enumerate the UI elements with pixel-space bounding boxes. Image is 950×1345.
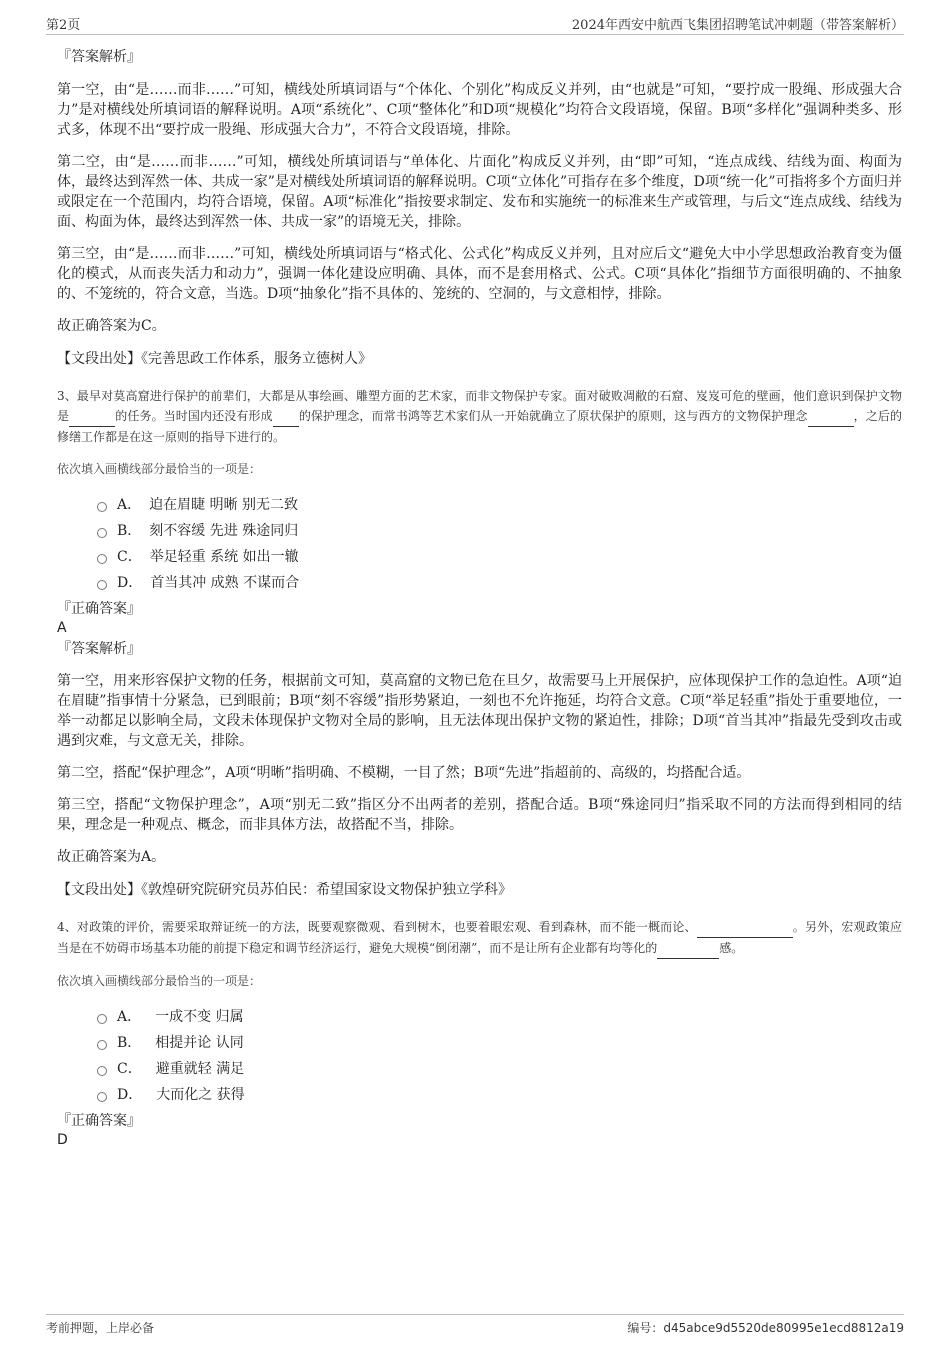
q3-conclusion: 故正确答案为A。	[57, 849, 166, 865]
q2-analysis-p3: 第三空，由“是……而非……”可知，横线处所填词语与“格式化、公式化”构成反义并列，且对应后文“避免大中小学思想政治教育变为僵化的模式，从而丧失活力和动力”，强调一体化建设应明确、具体，而不是套用格式、公式。C项“具体化”指细节方面很明确的、不抽象的、不笼统的，符合文意，当选。D项“抽象化”指不具体的、笼统的、空洞的，与文意相悖，排除。	[57, 246, 902, 302]
q4-option-b[interactable]	[97, 1033, 902, 1053]
q3-blank-3	[808, 406, 854, 427]
option-text: 刻不容缓 先进 殊途同归	[149, 523, 299, 539]
q3-option-c[interactable]	[97, 547, 902, 567]
doc-title: 2024年西安中航西飞集团招聘笔试冲刺题（带答案解析）	[571, 18, 904, 33]
radio-icon[interactable]	[97, 528, 107, 538]
option-letter: D．	[117, 575, 143, 591]
q3-stem	[57, 386, 902, 447]
q2-conclusion: 故正确答案为C。	[57, 318, 166, 334]
q3-options	[57, 495, 902, 593]
q4-option-a[interactable]	[97, 1007, 902, 1027]
option-letter: A．	[117, 497, 142, 513]
page-header	[46, 12, 904, 35]
q4-options	[57, 1007, 902, 1105]
footer-code-label: 编号：	[627, 1321, 664, 1335]
radio-icon[interactable]	[97, 580, 107, 590]
option-text: 首当其冲 成熟 不谋而合	[150, 575, 300, 591]
footer-code	[627, 1319, 904, 1336]
option-letter: C．	[117, 1061, 142, 1077]
page-content	[57, 47, 902, 1149]
q2-source: 【文段出处】《完善思政工作体系，服务立德树人》	[57, 351, 372, 367]
footer-code-value: d45abce9d5520de80995e1ecd8812a19	[663, 1321, 904, 1335]
q4-option-d[interactable]	[97, 1085, 902, 1105]
q3-analysis-p3: 第三空，搭配“文物保护理念”，A项“别无二致”指区分不出两者的差别，搭配合适。B项“殊途同归”指采取不同的方法而得到相同的结果，理念是一种观点、概念，而非具体方法，故搭配不当，排除。	[57, 797, 902, 833]
q4-blank-1	[697, 917, 793, 938]
q3-stem-a: 3、最早对莫高窟进行保护的前辈们，大都是从事绘画、雕塑方面的艺术家，而非文物保护专家。面对破败凋敝的石窟、岌岌可危的壁画，他们意识到保护文物是	[57, 389, 902, 423]
option-letter: D．	[117, 1087, 143, 1103]
q3-answer-label: 『正确答案』	[57, 601, 141, 617]
q4-option-c[interactable]	[97, 1059, 902, 1079]
radio-icon[interactable]	[97, 1092, 107, 1102]
page-footer	[46, 1314, 904, 1337]
q4-answer-label: 『正确答案』	[57, 1113, 141, 1129]
radio-icon[interactable]	[97, 1014, 107, 1024]
q3-option-d[interactable]	[97, 573, 902, 593]
q3-option-a[interactable]	[97, 495, 902, 515]
q3-answer: A	[57, 620, 67, 636]
q3-option-b[interactable]	[97, 521, 902, 541]
q3-stem-b: 的任务。当时国内还没有形成	[115, 409, 273, 423]
q2-analysis-p2: 第二空，由“是……而非……”可知，横线处所填词语与“单体化、片面化”构成反义并列，由“即”可知，“连点成线、结线为面、构面为体，最终达到浑然一体、共成一家”是对横线处所填词语的解释说明。C项“立体化”可指存在多个维度，D项“统一化”可指将多个方面归并或限定在一个范围内，均符合语境，保留。A项“标准化”指按要求制定、发布和实施统一的标准来生产或管理，与后文“连点成线、结线为面、构面为体，最终达到浑然一体、共成一家”的语境无关，排除。	[57, 154, 902, 230]
q2-analysis-p1: 第一空，由“是……而非……”可知，横线处所填词语与“个体化、个别化”构成反义并列，由“也就是”可知，“要拧成一股绳、形成强大合力”是对横线处所填词语的解释说明。A项“系统化”、C项“整体化”和D项“规模化”均符合文段语境，保留。B项“多样化”强调种类多、形式多，体现不出“要拧成一股绳、形成强大合力”，不符合文段语境，排除。	[57, 82, 902, 138]
option-letter: A．	[117, 1009, 142, 1025]
option-text: 一成不变 归属	[155, 1009, 244, 1025]
option-letter: B．	[117, 523, 142, 539]
option-letter: C．	[117, 549, 142, 565]
radio-icon[interactable]	[97, 1066, 107, 1076]
q4-stem-c: 感。	[719, 941, 744, 955]
q3-stem-d: ，之后的修缮工作都是在这一原则的指导下进行的。	[57, 409, 902, 444]
option-letter: B．	[117, 1035, 142, 1051]
q3-blank-1	[69, 406, 115, 427]
q4-stem-a: 4、对政策的评价，需要采取辩证统一的方法，既要观察微观、看到树木，也要着眼宏观、看到森林，而不能一概而论、	[57, 920, 697, 934]
radio-icon[interactable]	[97, 1040, 107, 1050]
q4-blank-2	[657, 938, 719, 959]
option-text: 相提并论 认同	[155, 1035, 244, 1051]
q3-prompt: 依次填入画横线部分最恰当的一项是：	[57, 462, 262, 476]
q4-answer: D	[57, 1132, 68, 1148]
q3-analysis-label: 『答案解析』	[57, 641, 141, 657]
q2-analysis-label: 『答案解析』	[57, 49, 141, 65]
q3-analysis-p1: 第一空，用来形容保护文物的任务，根据前文可知，莫高窟的文物已危在旦夕，故需要马上开展保护，应体现保护工作的急迫性。A项“迫在眉睫”指事情十分紧急，已到眼前；B项“刻不容缓”指形势紧迫，一刻也不允许拖延，均符合文意。C项“举足轻重”指处于重要地位，一举一动都足以影响全局，文段未体现保护文物对全局的影响，且无法体现出保护文物的紧迫性，排除；D项“首当其冲”指最先受到攻击或遇到灾难，与文意无关，排除。	[57, 673, 902, 749]
q4-prompt: 依次填入画横线部分最恰当的一项是：	[57, 974, 262, 988]
radio-icon[interactable]	[97, 554, 107, 564]
q4-stem	[57, 917, 902, 959]
option-text: 大而化之 获得	[156, 1087, 245, 1103]
q3-analysis-p2: 第二空，搭配“保护理念”，A项“明晰”指明确、不模糊，一目了然；B项“先进”指超前的、高级的，均搭配合适。	[57, 765, 751, 781]
option-text: 迫在眉睫 明晰 别无二致	[149, 497, 299, 513]
option-text: 举足轻重 系统 如出一辙	[149, 549, 299, 565]
q3-source: 【文段出处】《敦煌研究院研究员苏伯民：希望国家设文物保护独立学科》	[57, 882, 512, 898]
footer-slogan: 考前押题，上岸必备	[46, 1321, 155, 1335]
q3-stem-c: 的保护理念，而常书鸿等艺术家们从一开始就确立了原状保护的原则，这与西方的文物保护理念	[298, 409, 808, 423]
q3-blank-2	[273, 406, 299, 427]
q4-stem-b: 。另外，宏观政策应当是在不妨碍市场基本功能的前提下稳定和调节经济运行，避免大规模“倒闭潮”，而不是让所有企业都有均等化的	[57, 920, 902, 955]
page-number: 第2页	[46, 18, 81, 33]
radio-icon[interactable]	[97, 502, 107, 512]
option-text: 避重就轻 满足	[155, 1061, 245, 1077]
